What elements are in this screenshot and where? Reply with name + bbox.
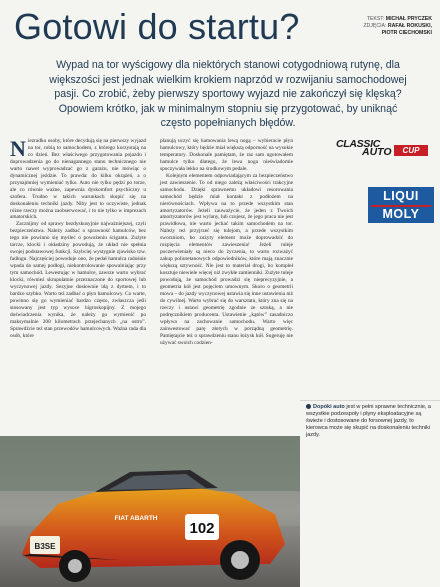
classic-auto-cup-logo <box>336 138 432 158</box>
liqui-text: LIQUI <box>383 189 419 203</box>
liqui-moly-box <box>368 187 434 223</box>
liqui-moly-logo <box>368 175 434 231</box>
race-car-illustration <box>0 436 300 587</box>
moly-text: MOLY <box>371 205 431 221</box>
credit-text-name: MICHAŁ PRYCZEK <box>385 16 432 22</box>
text-column-2 <box>160 138 293 347</box>
race-car-photo <box>0 436 300 587</box>
photo-caption <box>306 404 434 439</box>
caption-bullet-icon <box>306 404 311 409</box>
car-number: 102 <box>189 520 215 537</box>
article-credits <box>363 16 432 38</box>
caption-text: jest w pełni sprawne technicznie, a wszystkie podzespoły i płyny eksploatacyjne są świeże i dostosowane do forsownej jazdy, to kierowca może się skupić na doskonaleniu techniki jazdy. <box>306 404 431 438</box>
credit-photo-name-1: RAFAŁ ROKUSKI, <box>387 23 432 30</box>
caption-divider <box>300 400 440 401</box>
credit-text-label: TEKST: <box>366 16 385 22</box>
car-plate-text: B3SE <box>34 542 56 551</box>
article-lead: Wypad na tor wyścigowy dla niektórych stanowi cotygodniową rutynę, dla większości jest jednak wielkim krokiem naprzód w rozwijaniu samochodowej pasji. Co zrobić, żeby pierwszy sportowy wyjazd nie zakończył się klęską? Opowiem krótko, jak w minimalnym stopniu się przygotować, by uniknąć często popełnianych błędów. <box>49 59 407 130</box>
car-front-rim <box>68 559 82 573</box>
column1-paragraph-1 <box>10 138 146 221</box>
column1-paragraph-2: Zacznijmy od sprawy bezdyskusyjnie najważniejszej, czyli bezpieczeństwa. Należy zadbać o sprawność hamulców, bez tego nie powinno się myśleć o powożeniu ścigantu. Zużyte tarcze, klocki i okładziny powodują, że układ nie spełnia swojej podstawowej funkcji. Szybciej wystygnie zjawisko tzw. fadingu. Najczęściej powoduje ono, że pedał hamulca radośnie wpada do samej podłogi, niekontrolowanie spowalniając przy tym samochód. Lewestując w hamulce, zawsze warto wybrać klocki, również skrupulatnie przeznaczone do sportowej lub wyczynowej jazdy. Sezyjne dosłownie idą z dymem, i to bardzo szybko. Warto też zadbać o płyn hamulcowy. Co warte, powinno się go wymieniać bardzo często, zwłaszcza jeśli stosowany jest typ wysoce higroskopijny. Z mojego doświadczenia wynika, że należy go wymienić po maksymalnie 200 kilometrach przejechanych „na ostro”. Sprawdźcie też stan przewodów hamulcowych. Ważna rada dla osób, które <box>10 221 146 339</box>
drop-cap: N <box>10 136 26 161</box>
logo-classic-text: CLASSIC <box>336 138 380 150</box>
credit-photo-name-2: PIOTR CIECHOMSKI <box>381 30 432 37</box>
logo-auto-text: AUTO <box>362 146 392 158</box>
credit-photo-label: ZDJĘCIA: <box>363 23 387 30</box>
column1-paragraph-1-text: iezradko osoby, które decydują się na pierwszy wyjazd na tor, robią to samochodem, z którego korzystają na co dzień. Bez właściwego przygotowania pojazdu i doprowadzenia go do nienagannego stanu technicznego nie warto nawet wyprowadzać go z garażu, nie mówiąc o dynamicznej jeździe. To prawda: do kilku okrążeń, a o przynajmniej wymieniać tylko. Auto nie tylko pędzi po torze, ale co równie ważne, zapewnia dyskomfort psychiczny u szofera. Trudno w takich warunkach skupić się na doskonaleniu techniki jazdy. Niby jest to oczywiste, jednak różne rzeczy można zaobserwować, i to nie tylko w imprezach amatorskich. <box>10 138 146 221</box>
logo-cup-badge: CUP <box>394 145 428 156</box>
article-title: Gotowi do startu? <box>14 6 300 47</box>
car-rear-rim <box>231 551 249 569</box>
column2-paragraph-1: planują uczyć się hamowania lewą nogą – wybieracie płyn hamulcowy, który będzie miał większą odporność na wysokie temperatury. Doskonale pamiętam, że raz sam ugotowałem hamulce tylko dlatego, że lewa noga nieświadomie spoczywała lekko na środkowym pedale. <box>160 138 293 172</box>
column2-paragraph-2: Kolejnym elementem odpowiadającym za bezpieczeństwo jest zawieszenie. To od niego zależą właściwości trakcyjne samochodu. Dzięki sprawnemu układowi resorowania samochód będzie miał kontakt z podłożem na nierównościach. Wpływa na to przede wszystkim stan amortyzatorów. Jeżeli zauważycie, że jeden z Twoich amortyzatorów jest wylany, lub czujesz, że jego praca nie jest prawidłowa, nie warto jechać takim samochodem na tor. Należy też przyjrzeć się tulejom, a przede wszystkim sworzniom, bo zużyty element może doprowadzić do rozpięcia elementów zawieszenia! Jeżeli tuleje poczerwieniały są nieco do życzenia, to warto rozważyć zakup poliuretanowych odpowiedników, które mają znacznie większą sztywność. Nie jest to materiał drogi, bo kompleł kosztuje niewiele więcej niż zwykłe zamienniki. Zużyte tuleje powodują, że samochód prowadzi się nieprecyzyjnie, a geometria kół jest pojęciem umownym. Skoro o geometrii mowa – do jazdy wyczynowej ustawia się inne ustawienia niż do cywilnej. Warto wybrać się do warsztatu, który zna się na rzeczy i ustawi geometrię zgodnie ze sztuką, a nie podręcznikiem producenta. Ustawienie „kątów” zasadniczo wpływa na zachowanie samochodu. Warto więc zainwestować parę złotych w porządną geometrię. Pamiętajcie też o sprawdzeniu stanu łożysk kół. Sugeruję nie używać swoich codzien- <box>160 172 293 346</box>
car-sponsor-text: FIAT ABARTH <box>114 515 158 522</box>
text-column-1 <box>10 138 146 340</box>
caption-title: Dopóki auto <box>313 404 345 410</box>
